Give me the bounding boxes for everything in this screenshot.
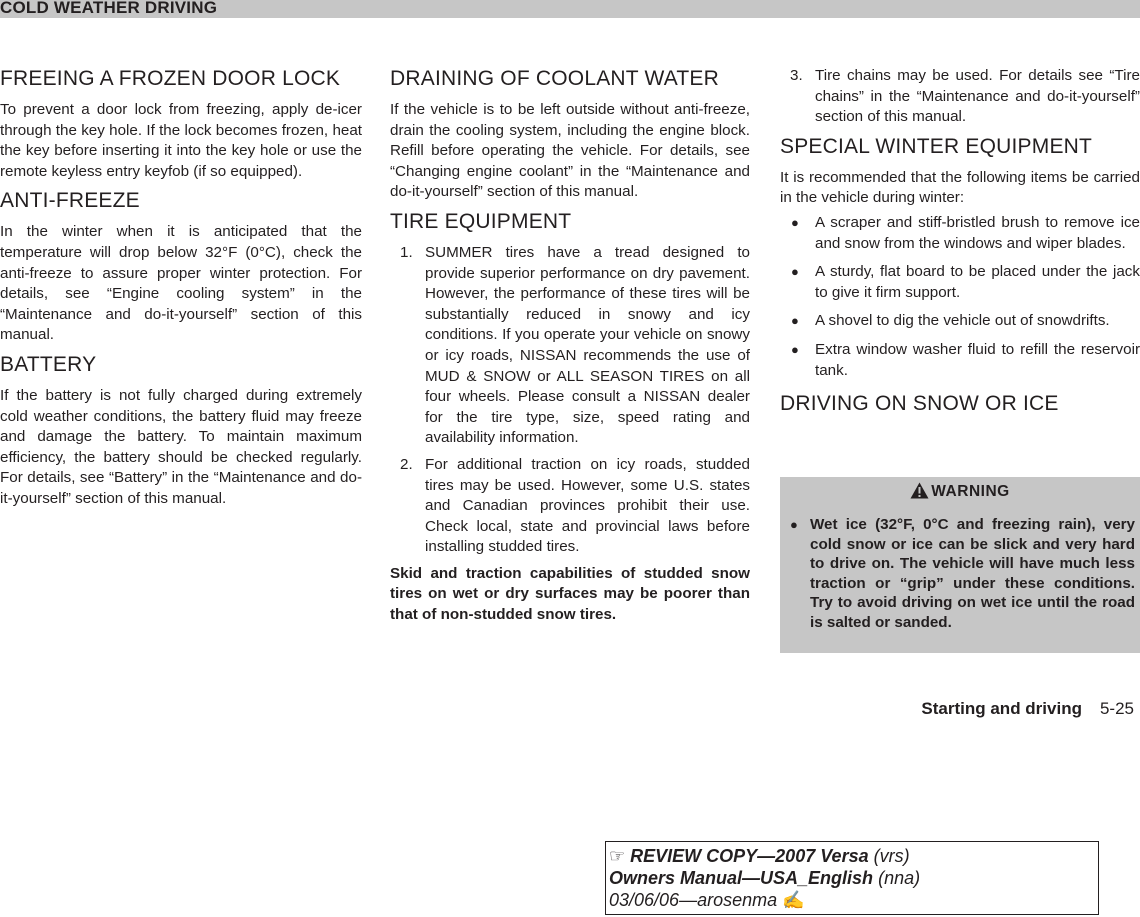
list-item-number: 2. bbox=[400, 455, 413, 473]
warning-text: Wet ice (32°F, 0°C and freezing rain), very cold snow or ice can be slick and very hard to drive on. The vehicle will have much less traction or “grip” under these conditions. Try to avoid driving on wet ice until the road is salted or sanded. bbox=[810, 516, 1135, 631]
writing-hand-icon: ✍ bbox=[782, 890, 805, 910]
column-middle bbox=[390, 60, 750, 626]
review-copy-stamp bbox=[605, 841, 1099, 915]
review-manual: Owners Manual—USA_English bbox=[609, 868, 874, 888]
bullet-icon: ● bbox=[791, 341, 799, 357]
warning-box bbox=[780, 477, 1140, 653]
section-title-draining-coolant: DRAINING OF COOLANT WATER bbox=[390, 67, 719, 90]
review-line-1 bbox=[609, 845, 1098, 867]
warning-heading bbox=[780, 482, 1140, 501]
pointing-hand-icon: ☞ bbox=[609, 846, 626, 866]
column-right bbox=[780, 66, 1140, 425]
review-line-2 bbox=[609, 867, 1098, 889]
list-item bbox=[390, 455, 750, 558]
review-date-author: 03/06/06—arosenma bbox=[609, 890, 778, 910]
section-title-driving-on-snow: DRIVING ON SNOW OR ICE bbox=[780, 392, 1059, 416]
bullet-icon: ● bbox=[791, 214, 799, 230]
section-title-freeing-door-lock: FREEING A FROZEN DOOR LOCK bbox=[0, 67, 341, 90]
bullet-icon: ● bbox=[790, 517, 798, 532]
list-item-text: For additional traction on icy roads, studded tires may be used. However, some U.S. states and Canadian provinces prohibit their use. Check local, state and provincial laws before installing studded tires. bbox=[425, 455, 750, 556]
list-item-text: A sturdy, flat board to be placed under the jack to give it firm support. bbox=[815, 263, 1140, 301]
list-item bbox=[780, 311, 1140, 332]
section-body-special-winter-equipment: It is recommended that the following items be carried in the vehicle during winter: bbox=[780, 168, 1140, 207]
section-title-special-winter-equipment: SPECIAL WINTER EQUIPMENT bbox=[780, 134, 1093, 158]
section-body-anti-freeze: In the winter when it is anticipated that the temperature will drop below 32°F (0°C), check the anti-freeze to assure proper winter protection. For details, see “Engine cooling system” in the “Maintenance and do-it-yourself” section of this manual. bbox=[0, 223, 362, 344]
review-line-3 bbox=[609, 889, 1098, 911]
list-item-text: Tire chains may be used. For details see “Tire chains” in the “Maintenance and do-it-yourself” section of this manual. bbox=[815, 67, 1140, 126]
list-item bbox=[780, 213, 1140, 254]
page-number: 5-25 bbox=[1099, 699, 1134, 718]
bullet-icon: ● bbox=[791, 313, 799, 329]
section-title-battery: BATTERY bbox=[0, 352, 97, 376]
warning-triangle-icon bbox=[910, 482, 929, 499]
list-item-number: 3. bbox=[790, 67, 803, 84]
section-body-battery: If the battery is not fully charged during extremely cold weather conditions, the battery fluid may freeze and damage the battery. To maintain maximum efficiency, the battery should be checked regularly. For details, see “Battery” in the “Maintenance and do-it-yourself” section of this manual. bbox=[0, 386, 362, 507]
studded-tires-note: Skid and traction capabilities of studded snow tires on wet or dry surfaces may be poorer than that of non-studded snow tires. bbox=[390, 564, 750, 624]
section-title-anti-freeze: ANTI-FREEZE bbox=[0, 189, 140, 213]
section-body-freeing-door-lock: To prevent a door lock from freezing, apply de-icer through the key hole. If the lock becomes frozen, heat the key before inserting it into the key hole or use the remote keyless entry keyfob (if so equipped). bbox=[0, 101, 362, 180]
page-header-bar bbox=[0, 0, 1140, 18]
tire-equipment-list-continued bbox=[780, 66, 1140, 128]
list-item bbox=[780, 66, 1140, 128]
warning-item bbox=[780, 515, 1140, 632]
list-item-text: Extra window washer fluid to refill the reservoir tank. bbox=[815, 340, 1140, 379]
footer-section-name: Starting and driving bbox=[921, 699, 1082, 718]
list-item-text: SUMMER tires have a tread designed to provide superior performance on dry pavement. However, the performance of these tires will be substantially reduced in snowy and icy conditions. If you operate your vehicle on snowy or icy roads, NISSAN recommends the use of MUD & SNOW or ALL SEASON TIRES on all four wheels. Please consult a NISSAN dealer for the tire type, size, speed rating and availability information. bbox=[425, 243, 750, 447]
list-item-text: A scraper and stiff-bristled brush to remove ice and snow from the windows and wiper blades. bbox=[815, 213, 1140, 252]
winter-equipment-list bbox=[780, 213, 1140, 381]
review-title: REVIEW COPY—2007 Versa bbox=[630, 846, 869, 866]
page-header-title: COLD WEATHER DRIVING bbox=[0, 0, 218, 17]
list-item bbox=[390, 243, 750, 449]
column-left bbox=[0, 60, 362, 514]
warning-label: WARNING bbox=[931, 483, 1010, 500]
review-market-code: (nna) bbox=[878, 868, 921, 888]
section-title-tire-equipment: TIRE EQUIPMENT bbox=[390, 209, 572, 233]
bullet-icon: ● bbox=[791, 264, 799, 280]
section-body-draining-coolant: If the vehicle is to be left outside without anti-freeze, drain the cooling system, including the engine block. Refill before operating the vehicle. For details, see “Changing engine coolant” in the “Maintenance and do-it-yourself” section of this manual. bbox=[390, 101, 750, 201]
tire-equipment-list bbox=[390, 243, 750, 558]
list-item bbox=[780, 340, 1140, 381]
list-item bbox=[780, 262, 1140, 303]
page-footer bbox=[921, 699, 1134, 719]
review-model-code: (vrs) bbox=[873, 846, 910, 866]
list-item-text: A shovel to dig the vehicle out of snowdrifts. bbox=[815, 312, 1110, 330]
list-item-number: 1. bbox=[400, 243, 413, 261]
